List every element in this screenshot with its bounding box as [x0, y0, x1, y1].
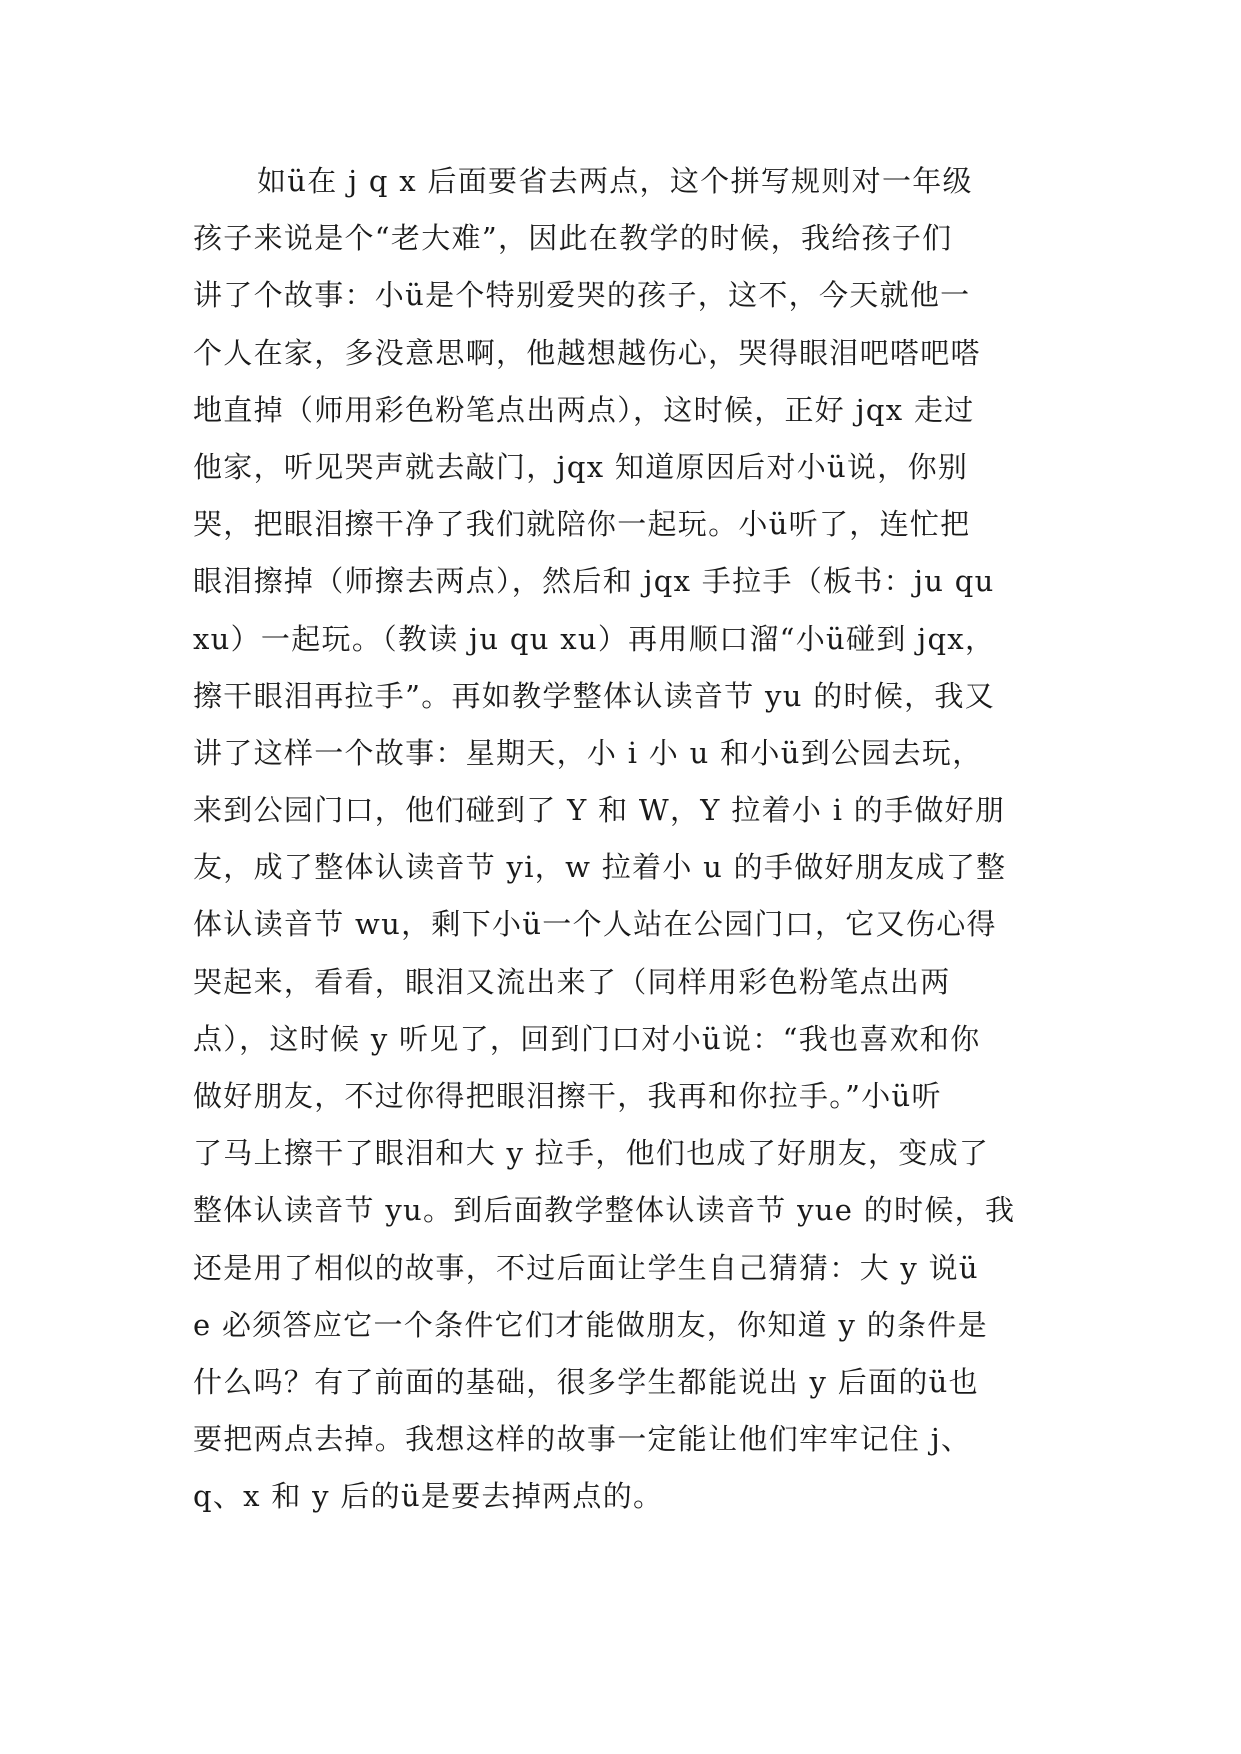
text-line: 做好朋友，不过你得把眼泪擦干，我再和你拉手。”小ü听	[193, 1079, 942, 1113]
text-line: 点），这时候 y 听见了，回到门口对小ü说：“我也喜欢和你	[193, 1021, 981, 1056]
text-line: 哭，把眼泪擦干净了我们就陪你一起玩。小ü听了，连忙把	[193, 507, 971, 542]
text-line: 他家，听见哭声就去敲门，jqx 知道原因后对小ü说，你别	[193, 449, 969, 484]
text-line: 个人在家，多没意思啊，他越想越伤心，哭得眼泪吧嗒吧嗒	[193, 335, 981, 370]
text-line: 如ü在 j q x 后面要省去两点，这个拼写规则对一年级	[257, 164, 973, 198]
text-line: 讲了个故事：小ü是个特别爱哭的孩子，这不，今天就他一	[193, 278, 971, 313]
text-line: 孩子来说是个“老大难”，因此在教学的时候，我给孩子们	[193, 221, 953, 256]
text-line: 擦干眼泪再拉手”。再如教学整体认读音节 yu 的时候，我又	[193, 678, 996, 713]
text-line: 讲了这样一个故事：星期天，小 i 小 u 和小ü到公园去玩，	[193, 735, 983, 770]
text-line: 体认读音节 wu，剩下小ü一个人站在公园门口，它又伤心得	[193, 907, 997, 942]
text-line: 眼泪擦掉（师擦去两点），然后和 jqx 手拉手（板书：ju qu	[193, 564, 995, 599]
text-line: 哭起来，看看，眼泪又流出来了（同样用彩色粉笔点出两	[193, 964, 951, 999]
text-line: 什么吗？有了前面的基础，很多学生都能说出 y 后面的ü也	[193, 1364, 979, 1399]
text-line: 整体认读音节 yu。到后面教学整体认读音节 yue 的时候，我	[193, 1193, 1016, 1228]
text-line: q、x 和 y 后的ü是要去掉两点的。	[193, 1479, 664, 1514]
text-line: xu）一起玩。（教读 ju qu xu）再用顺口溜“小ü碰到 jqx，	[193, 621, 996, 656]
body-paragraph	[193, 163, 1063, 1536]
text-line: 地直掉（师用彩色粉笔点出两点），这时候，正好 jqx 走过	[193, 392, 975, 427]
text-line: 还是用了相似的故事，不过后面让学生自己猜猜：大 y 说ü	[193, 1250, 979, 1285]
text-line: 了马上擦干了眼泪和大 y 拉手，他们也成了好朋友，变成了	[193, 1136, 990, 1171]
text-line: 来到公园门口，他们碰到了 Y 和 W，Y 拉着小 i 的手做好朋	[193, 793, 1006, 828]
text-line: 友，成了整体认读音节 yi，w 拉着小 u 的手做好朋友成了整	[193, 850, 1007, 885]
text-line: 要把两点去掉。我想这样的故事一定能让他们牢牢记住 j、	[193, 1422, 972, 1457]
text-line: e 必须答应它一个条件它们才能做朋友，你知道 y 的条件是	[193, 1307, 988, 1342]
